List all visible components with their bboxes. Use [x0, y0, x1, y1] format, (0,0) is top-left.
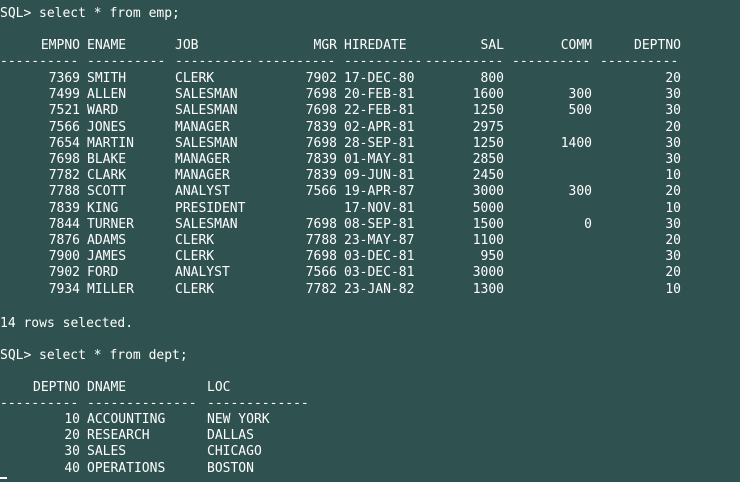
cell-ename: FORD — [87, 265, 119, 281]
cell-deptno: 30 — [665, 103, 681, 119]
cell-loc: DALLAS — [207, 428, 254, 444]
cell-sal: 800 — [480, 71, 504, 86]
column-header-dname: DNAME — [87, 380, 127, 395]
cell-deptno: 30 — [665, 216, 681, 232]
cell-ename: BLAKE — [87, 152, 127, 167]
cell-ename: MARTIN — [87, 135, 134, 151]
cell-job: CLERK — [175, 233, 215, 248]
column-header-deptno: DEPTNO — [634, 38, 681, 53]
cell-mgr: 7698 — [305, 216, 337, 232]
cell-hiredate: 02-APR-81 — [344, 119, 415, 135]
column-separator: ---------- — [344, 54, 423, 69]
cell-mgr: 7698 — [305, 249, 337, 265]
cell-loc: NEW YORK — [207, 412, 270, 427]
cell-sal: 2450 — [472, 168, 504, 184]
sql-prompt: SQL> — [0, 6, 32, 21]
cell-job: MANAGER — [175, 152, 230, 167]
cell-mgr: 7698 — [305, 135, 337, 151]
cell-ename: JONES — [87, 119, 127, 135]
cell-dname: ACCOUNTING — [87, 412, 166, 427]
cell-mgr: 7788 — [305, 233, 337, 248]
cell-deptno: 20 — [665, 184, 681, 200]
cell-hiredate: 23-MAY-87 — [344, 233, 415, 248]
cell-hiredate: 08-SEP-81 — [344, 216, 415, 232]
cell-hiredate: 20-FEB-81 — [344, 87, 415, 103]
cell-job: MANAGER — [175, 119, 230, 135]
cell-job: PRESIDENT — [175, 200, 246, 216]
cell-sal: 5000 — [472, 200, 504, 216]
column-separator: -------------- — [87, 396, 197, 411]
column-header-comm: COMM — [560, 38, 592, 53]
column-separator: ---------- — [600, 54, 679, 69]
cell-deptno: 30 — [665, 249, 681, 265]
cell-job: SALESMAN — [175, 216, 238, 232]
cell-deptno: 10 — [665, 200, 681, 216]
cell-dname: RESEARCH — [87, 428, 150, 444]
cell-deptno: 20 — [665, 265, 681, 281]
cell-empno: 7499 — [48, 87, 80, 103]
cell-empno: 7698 — [48, 152, 80, 167]
cell-job: ANALYST — [175, 184, 230, 200]
cell-sal: 1600 — [472, 87, 504, 103]
column-separator: ---------- — [0, 54, 79, 69]
cell-ename: MILLER — [87, 281, 134, 297]
cell-loc: CHICAGO — [207, 444, 262, 460]
text-cursor — [0, 477, 7, 479]
cell-dname: OPERATIONS — [87, 460, 166, 476]
column-separator: ---------- — [257, 54, 336, 69]
cell-sal: 1250 — [472, 135, 504, 151]
cell-job: CLERK — [175, 281, 215, 297]
cell-empno: 7876 — [48, 233, 80, 248]
cell-sal: 3000 — [472, 184, 504, 200]
cell-dname: SALES — [87, 444, 127, 460]
column-header-sal: SAL — [480, 38, 504, 53]
sql-command-2: select * from dept; — [39, 348, 188, 363]
cell-empno: 7902 — [48, 265, 80, 281]
cell-deptno: 30 — [665, 87, 681, 103]
sql-prompt-2: SQL> — [0, 348, 32, 363]
column-separator: ------------- — [207, 396, 309, 411]
cell-comm: 300 — [568, 87, 592, 103]
cell-empno: 7369 — [48, 71, 80, 86]
column-header-hiredate: HIREDATE — [344, 38, 407, 53]
cell-mgr: 7698 — [305, 103, 337, 119]
cell-deptno: 20 — [665, 71, 681, 86]
cell-ename: SCOTT — [87, 184, 127, 200]
cell-sal: 1100 — [472, 233, 504, 248]
cell-sal: 1300 — [472, 281, 504, 297]
cell-ename: SMITH — [87, 71, 127, 86]
column-header-deptno: DEPTNO — [33, 380, 80, 395]
cell-hiredate: 19-APR-87 — [344, 184, 415, 200]
sql-command: select * from emp; — [39, 6, 180, 21]
column-header-mgr: MGR — [313, 38, 337, 53]
cell-hiredate: 17-DEC-80 — [344, 71, 415, 86]
cell-empno: 7839 — [48, 200, 80, 216]
cell-job: ANALYST — [175, 265, 230, 281]
cell-deptno: 30 — [665, 152, 681, 167]
cell-empno: 7654 — [48, 135, 80, 151]
cell-deptno: 20 — [64, 428, 80, 444]
cell-mgr: 7566 — [305, 184, 337, 200]
cell-comm: 300 — [568, 184, 592, 200]
cell-hiredate: 03-DEC-81 — [344, 249, 415, 265]
cell-deptno: 10 — [665, 168, 681, 184]
cell-empno: 7900 — [48, 249, 80, 265]
cell-ename: WARD — [87, 103, 119, 119]
cell-hiredate: 03-DEC-81 — [344, 265, 415, 281]
cell-empno: 7788 — [48, 184, 80, 200]
column-separator: ---------- — [175, 54, 254, 69]
cell-sal: 3000 — [472, 265, 504, 281]
cell-hiredate: 01-MAY-81 — [344, 152, 415, 167]
cell-comm: 0 — [584, 216, 592, 232]
column-separator: ---------- — [87, 54, 166, 69]
cell-hiredate: 22-FEB-81 — [344, 103, 415, 119]
cell-mgr: 7902 — [305, 71, 337, 86]
cell-mgr: 7698 — [305, 87, 337, 103]
cell-empno: 7566 — [48, 119, 80, 135]
cell-empno: 7934 — [48, 281, 80, 297]
rows-selected-message: 14 rows selected. — [0, 316, 134, 331]
cell-empno: 7844 — [48, 216, 80, 232]
cell-mgr: 7782 — [305, 281, 337, 297]
cell-sal: 1250 — [472, 103, 504, 119]
column-header-loc: LOC — [207, 380, 231, 395]
cell-sal: 2850 — [472, 152, 504, 167]
cell-ename: CLARK — [87, 168, 127, 184]
cell-job: SALESMAN — [175, 103, 238, 119]
cell-deptno: 20 — [665, 233, 681, 248]
cell-deptno: 40 — [64, 460, 80, 476]
cell-job: CLERK — [175, 249, 215, 265]
cell-sal: 1500 — [472, 216, 504, 232]
column-header-job: JOB — [175, 38, 199, 53]
cell-empno: 7782 — [48, 168, 80, 184]
cell-hiredate: 17-NOV-81 — [344, 200, 415, 216]
cell-deptno: 30 — [665, 135, 681, 151]
cell-mgr: 7839 — [305, 119, 337, 135]
cell-comm: 500 — [568, 103, 592, 119]
cell-mgr: 7566 — [305, 265, 337, 281]
cell-sal: 2975 — [472, 119, 504, 135]
cell-deptno: 30 — [64, 444, 80, 460]
cell-hiredate: 28-SEP-81 — [344, 135, 415, 151]
column-header-ename: ENAME — [87, 38, 127, 53]
cell-deptno: 10 — [665, 281, 681, 297]
cell-job: SALESMAN — [175, 87, 238, 103]
cell-sal: 950 — [480, 249, 504, 265]
cell-ename: ADAMS — [87, 233, 127, 248]
cell-deptno: 10 — [64, 412, 80, 427]
column-separator: ---------- — [425, 54, 504, 69]
column-header-empno: EMPNO — [40, 38, 80, 53]
cell-comm: 1400 — [560, 135, 592, 151]
cell-job: MANAGER — [175, 168, 230, 184]
sql-prompt-line — [0, 6, 180, 22]
cell-ename: KING — [87, 200, 119, 216]
cell-ename: ALLEN — [87, 87, 127, 103]
cell-ename: JAMES — [87, 249, 127, 265]
cell-empno: 7521 — [48, 103, 80, 119]
cell-deptno: 20 — [665, 119, 681, 135]
column-separator: ---------- — [512, 54, 591, 69]
cell-ename: TURNER — [87, 216, 134, 232]
cell-mgr: 7839 — [305, 168, 337, 184]
column-separator: ---------- — [0, 396, 79, 411]
sql-prompt-line-2 — [0, 348, 188, 364]
cell-mgr: 7839 — [305, 152, 337, 167]
cell-job: CLERK — [175, 71, 215, 86]
cell-hiredate: 23-JAN-82 — [344, 281, 415, 297]
cell-job: SALESMAN — [175, 135, 238, 151]
cell-hiredate: 09-JUN-81 — [344, 168, 415, 184]
cell-loc: BOSTON — [207, 460, 254, 476]
